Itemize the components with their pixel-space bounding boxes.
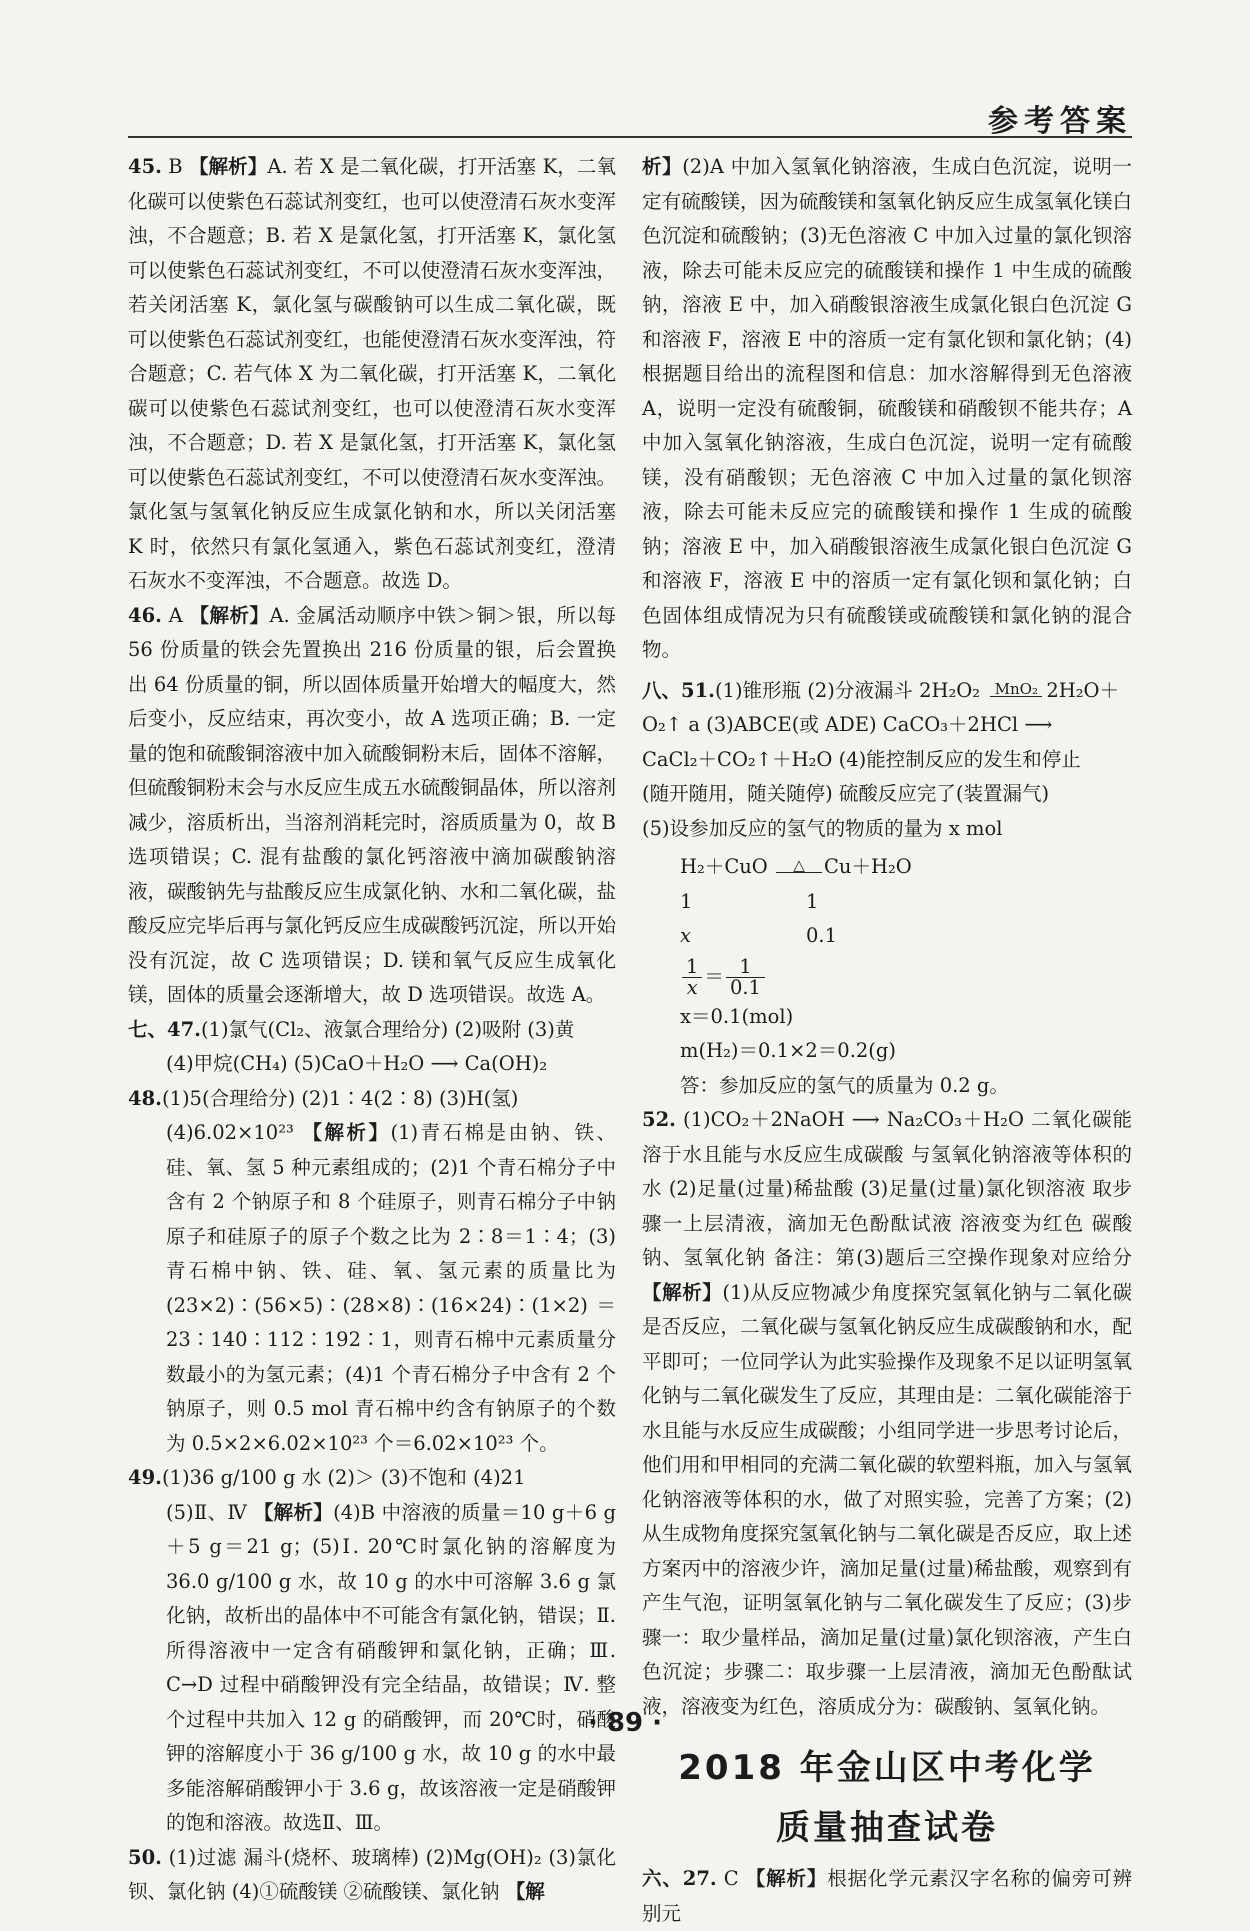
final-answer: 答：参加反应的氢气的质量为 0.2 g。 xyxy=(680,1073,1009,1097)
amount-value: 0.1 xyxy=(806,924,838,947)
question-number: 六、27. xyxy=(642,1867,717,1890)
ratio-row xyxy=(642,885,1132,920)
answer-52 xyxy=(642,1103,1132,1724)
answer-50-continued xyxy=(642,150,1132,668)
question-number: 49. xyxy=(128,1466,162,1489)
answer-48 xyxy=(128,1082,616,1462)
analysis-text: (2)A 中加入氢氧化钠溶液，生成白色沉淀，说明一定有硫酸镁，因为硫酸镁和氢氧化钠反应生成氢氧化镁白色沉淀和硫酸钠；(3)无色溶液 C 中加入过量的氯化钡溶液，除去可能未反应完的硫酸镁和操作 1 中生成的硫酸钠，溶液 E 中，加入硝酸银溶液生成氯化银白色沉淀 G 和溶液 F，溶液 E 中的溶质一定有氯化钡和氯化钠；(4)根据题目给出的流程图和信息：加水溶解得到无色溶液 A，说明一定没有硫酸铜，硫酸镁和硝酸钡不能共存；A 中加入氢氧化钠溶液，生成白色沉淀，说明一定有硫酸镁，没有硝酸钡；无色溶液 C 中加入过量的氯化钡溶液，除去可能未反应完的硫酸镁和操作 1 生成的硫酸钠；溶液 E 中，加入硝酸银溶液生成氯化银白色沉淀 G 和溶液 F，溶液 E 中的溶质一定有氯化钡和氯化钠；白色固体组成情况为只有硫酸镁或硫酸镁和氯化钠的混合物。 xyxy=(642,155,1132,661)
analysis-tag: 【解 xyxy=(505,1880,545,1903)
answer-line: (1)5(合理给分) (2)1∶4(2∶8) (3)H(氢) xyxy=(161,1086,519,1110)
page-number: · 89 · xyxy=(587,1708,663,1738)
question-number: 50. xyxy=(128,1845,162,1869)
section-title-line: 质量抽查试卷 xyxy=(776,1808,998,1848)
analysis-tag: 【解析】 xyxy=(302,1121,391,1144)
result-line: m(H₂)＝0.1×2＝0.2(g) xyxy=(680,1039,896,1062)
question-number: 八、51. xyxy=(642,678,715,702)
answer-49 xyxy=(128,1461,616,1841)
equation-left: H₂＋CuO xyxy=(680,855,768,878)
answer-47 xyxy=(128,1013,616,1082)
analysis-tag: 【解析】 xyxy=(188,155,268,178)
fraction-left: $\frac{1}{x}$ xyxy=(682,957,702,998)
question-number: 45. xyxy=(128,155,162,178)
answer-line: 2H₂O＋ xyxy=(1046,678,1120,702)
reaction-equation xyxy=(642,850,1132,885)
analysis-tag: 【解析】 xyxy=(745,1867,828,1890)
heat-symbol: △ xyxy=(793,856,805,874)
answer-46 xyxy=(128,599,616,1013)
answer-text: (1)过滤 漏斗(烧杯、玻璃棒) (2)Mg(OH)₂ (3)氯化钡、氯化钠 (4)①硫酸镁 ②硫酸镁、氯化钠 xyxy=(128,1845,616,1903)
equals-sign: ＝ xyxy=(704,964,724,988)
answer-27 xyxy=(642,1862,1132,1931)
analysis-tag: 【解析】 xyxy=(253,1500,334,1524)
question-number: 46. xyxy=(128,603,162,627)
section-title-line: 2018 年金山区中考化学 xyxy=(678,1748,1096,1788)
left-column xyxy=(128,150,616,1910)
answer-line: (1)氯气(Cl₂、液氯合理给分) (2)吸附 (3)黄 xyxy=(200,1017,575,1041)
answer-line: O₂↑ a (3)ABCE(或 ADE) CaCO₃＋2HCl ⟶ xyxy=(642,713,1053,736)
analysis-tag: 【解析】 xyxy=(642,1280,723,1304)
catalyst-label: MnO₂ xyxy=(994,679,1038,698)
amount-row xyxy=(642,919,1132,954)
page-header-title: 参考答案 xyxy=(988,104,1132,139)
answer-choice: B xyxy=(168,155,183,178)
right-column xyxy=(642,150,1132,1931)
analysis-text: (4)B 中溶液的质量＝10 g＋6 g＋5 g＝21 g；(5)Ⅰ. 20℃时氯化钠的溶解度为 36.0 g/100 g 水，故 10 g 的水中可溶解 3.6 g 氯化钠，故析出的晶体中不可能含有氯化钠，错误；Ⅱ. 所得溶液中一定含有硝酸钾和氯化钠，正确；Ⅲ. C→D 过程中硝酸钾没有完全结晶，故错误；Ⅳ. 整个过程中共加入 12 g 的硝酸钾，而 20℃时，硝酸钾的溶解度小于 36 g/100 g 水，故 10 g 的水中最多能溶解硝酸钾小于 3.6 g，故该溶液一定是硝酸钾的饱和溶液。故选Ⅱ、Ⅲ。 xyxy=(166,1500,616,1834)
answer-line: (4)6.02×10²³ xyxy=(166,1121,303,1144)
answer-line: (5)设参加反应的氢气的物质的量为 x mol xyxy=(642,816,1003,840)
answer-choice: A xyxy=(168,603,183,627)
amount-label: x xyxy=(680,924,691,947)
header-divider xyxy=(128,136,1132,138)
analysis-text: A. 若 X 是二氧化碳，打开活塞 K，二氧化碳可以使紫色石蕊试剂变红，也可以使澄清石灰水变浑浊，不合题意；B. 若 X 是氯化氢，打开活塞 K，氯化氢可以使紫色石蕊试剂变红，不可以使澄清石灰水变浑浊，若关闭活塞 K，氯化氢与碳酸钠可以生成二氧化碳，既可以使紫色石蕊试剂变红，也能使澄清石灰水变浑浊，符合题意；C. 若气体 X 为二氧化碳，打开活塞 K，二氧化碳可以使紫色石蕊试剂变红，也可以使澄清石灰水变浑浊，不合题意；D. 若 X 是氯化氢，打开活塞 K，氯化氢可以使紫色石蕊试剂变红，不可以使澄清石灰水变浑浊。氯化氢与氢氧化钠反应生成氯化钠和水，所以关闭活塞 K 时，依然只有氯化氢通入，紫色石蕊试剂变红，澄清石灰水不变浑浊，不合题意。故选 D。 xyxy=(128,155,617,592)
answer-line: (5)Ⅱ、Ⅳ xyxy=(166,1500,254,1524)
answer-text: (1)CO₂＋2NaOH ⟶ Na₂CO₃＋H₂O 二氧化碳能溶于水且能与水反应生成碳酸 与氢氧化钠溶液等体积的水 (2)足量(过量)稀盐酸 (3)足量(过量)氯化钡溶液 取步骤一上层清液，滴加无色酚酞试液 溶液变为红色 碳酸钠、氢氧化钠 备注：第(3)题后三空操作现象对应给分 xyxy=(642,1108,1132,1269)
answer-line: (随开随用，随关随停) 硫酸反应完了(装置漏气) xyxy=(642,782,1050,805)
answer-choice: C xyxy=(723,1867,739,1890)
question-number: 七、47. xyxy=(128,1017,201,1041)
answer-line: (1)锥形瓶 (2)分液漏斗 2H₂O₂ xyxy=(714,678,981,702)
analysis-text: (1)青石棉是由钠、铁、硅、氧、氢 5 种元素组成的；(2)1 个青石棉分子中含有 2 个钠原子和 8 个硅原子，则青石棉分子中钠原子和硅原子的原子个数之比为 2∶8＝1∶4；(3)青石棉中钠、铁、硅、氧、氢元素的质量比为(23×2)∶(56×5)∶(28×8)∶(16×24)∶(1×2)＝23∶140∶112∶192∶1，则青石棉中元素质量分数最小的为氢元素；(4)1 个青石棉分子中含有 2 个钠原子，则 0.5 mol 青石棉中约含有钠原子的个数为 0.5×2×6.02×10²³ 个＝6.02×10²³ 个。 xyxy=(166,1121,616,1455)
analysis-tag: 析】 xyxy=(642,155,683,178)
result-line: x＝0.1(mol) xyxy=(680,1004,794,1028)
fraction-right: $\frac{1}{0.1}$ xyxy=(726,957,765,998)
analysis-text: A. 金属活动顺序中铁＞铜＞银，所以每 56 份质量的铁会先置换出 216 份质量的银，后会置换出 64 份质量的铜，所以固体质量开始增大的幅度大，然后变小，反应结束，再次变小，故 A 选项正确；B. 一定量的饱和硫酸铜溶液中加入硫酸铜粉末后，固体不溶解，但硫酸铜粉末会与水反应生成五水硫酸铜晶体，所以溶剂减少，溶质析出，当溶剂消耗完时，溶质质量为 0，故 B 选项错误；C. 混有盐酸的氯化钙溶液中滴加碳酸钠溶液，碳酸钠先与盐酸反应生成氯化钠、水和二氧化碳，盐酸反应完毕后再与氯化钙反应生成碳酸钙沉淀，所以开始没有沉淀，故 C 选项错误；D. 镁和氧气反应生成氧化镁，固体的质量会逐渐增大，故 D 选项错误。故选 A。 xyxy=(128,603,616,1006)
answer-45 xyxy=(128,150,616,599)
equation-right: Cu＋H₂O xyxy=(824,855,912,878)
section-title xyxy=(642,1738,1132,1858)
analysis-tag: 【解析】 xyxy=(189,603,270,627)
catalyst-arrow xyxy=(990,679,1042,701)
answer-line: CaCl₂＋CO₂↑＋H₂O (4)能控制反应的发生和停止 xyxy=(642,747,1081,771)
question-number: 52. xyxy=(642,1108,676,1131)
analysis-text: (1)从反应物减少角度探究氢氧化钠与二氧化碳是否反应，二氧化碳与氢氧化钠反应生成碳酸钠和水，配平即可；一位同学认为此实验操作及现象不足以证明氢氧化钠与二氧化碳发生了反应，其理由是：二氧化碳能溶于水且能与水反应生成碳酸；小组同学进一步思考讨论后，他们用和甲相同的充满二氧化碳的软塑料瓶，加入与氢氧化钠溶液等体积的水，做了对照实验，完善了方案；(2)从生成物角度探究氢氧化钠与二氧化碳是否反应，取上述方案丙中的溶液少许，滴加足量(过量)稀盐酸，观察到有产生气泡，证明氢氧化钠与二氧化碳发生了反应；(3)步骤一：取少量样品，滴加足量(过量)氯化钡溶液，产生白色沉淀；步骤二：取步骤一上层清液，滴加无色酚酞试液，溶液变为红色，溶质成分为：碳酸钠、氢氧化钠。 xyxy=(642,1280,1132,1718)
heat-arrow xyxy=(776,858,822,877)
question-number: 48. xyxy=(128,1086,162,1110)
answer-51 xyxy=(642,674,1132,1104)
answer-line: (4)甲烷(CH₄) (5)CaO＋H₂O ⟶ Ca(OH)₂ xyxy=(166,1052,548,1075)
ratio-value: 1 xyxy=(806,889,819,913)
ratio-value: 1 xyxy=(680,889,693,913)
analysis-text: 根据化学元素汉字名称的偏旁可辨别元 xyxy=(642,1867,1132,1925)
answer-50 xyxy=(128,1841,616,1910)
answer-line: (1)36 g/100 g 水 (2)＞ (3)不饱和 (4)21 xyxy=(161,1466,526,1489)
proportion xyxy=(642,954,1132,1000)
